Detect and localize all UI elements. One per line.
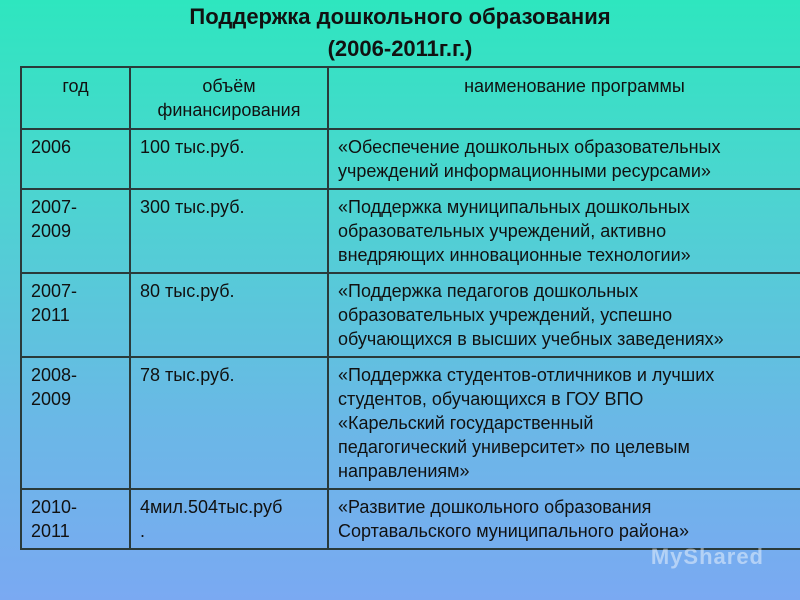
cell-year: 2007- 2009 — [21, 189, 130, 273]
title-line-2: (2006-2011г.г.) — [327, 36, 473, 61]
table-row — [21, 273, 800, 357]
cell-program: «Поддержка студентов-отличников и лучших студентов, обучающихся в ГОУ ВПО «Карельский государственный педагогический университет» по целевым направлениям» — [328, 357, 800, 489]
cell-program: «Обеспечение дошкольных образовательных учреждений информационными ресурсами» — [328, 129, 800, 189]
header-year: год — [21, 67, 130, 129]
cell-amount: 300 тыс.руб. — [130, 189, 328, 273]
cell-year: 2006 — [21, 129, 130, 189]
header-row — [21, 67, 800, 129]
cell-program: «Развитие дошкольного образования Сортавальского муниципального района» — [328, 489, 800, 549]
cell-year: 2007- 2011 — [21, 273, 130, 357]
table-row — [21, 129, 800, 189]
table-row — [21, 489, 800, 549]
cell-program: «Поддержка педагогов дошкольных образовательных учреждений, успешно обучающихся в высших учебных заведениях» — [328, 273, 800, 357]
header-program: наименование программы — [328, 67, 800, 129]
cell-amount: 4мил.504тыс.руб . — [130, 489, 328, 549]
funding-table — [20, 66, 800, 550]
title-line-1: Поддержка дошкольного образования — [189, 4, 611, 29]
table-row — [21, 357, 800, 489]
cell-year: 2010- 2011 — [21, 489, 130, 549]
table-row — [21, 189, 800, 273]
cell-amount: 100 тыс.руб. — [130, 129, 328, 189]
cell-year: 2008- 2009 — [21, 357, 130, 489]
slide-title — [0, 0, 800, 65]
cell-amount: 80 тыс.руб. — [130, 273, 328, 357]
header-funding: объём финансирования — [130, 67, 328, 129]
cell-amount: 78 тыс.руб. — [130, 357, 328, 489]
cell-program: «Поддержка муниципальных дошкольных образовательных учреждений, активно внедряющих инновационные технологии» — [328, 189, 800, 273]
watermark: MyShared — [650, 544, 764, 569]
